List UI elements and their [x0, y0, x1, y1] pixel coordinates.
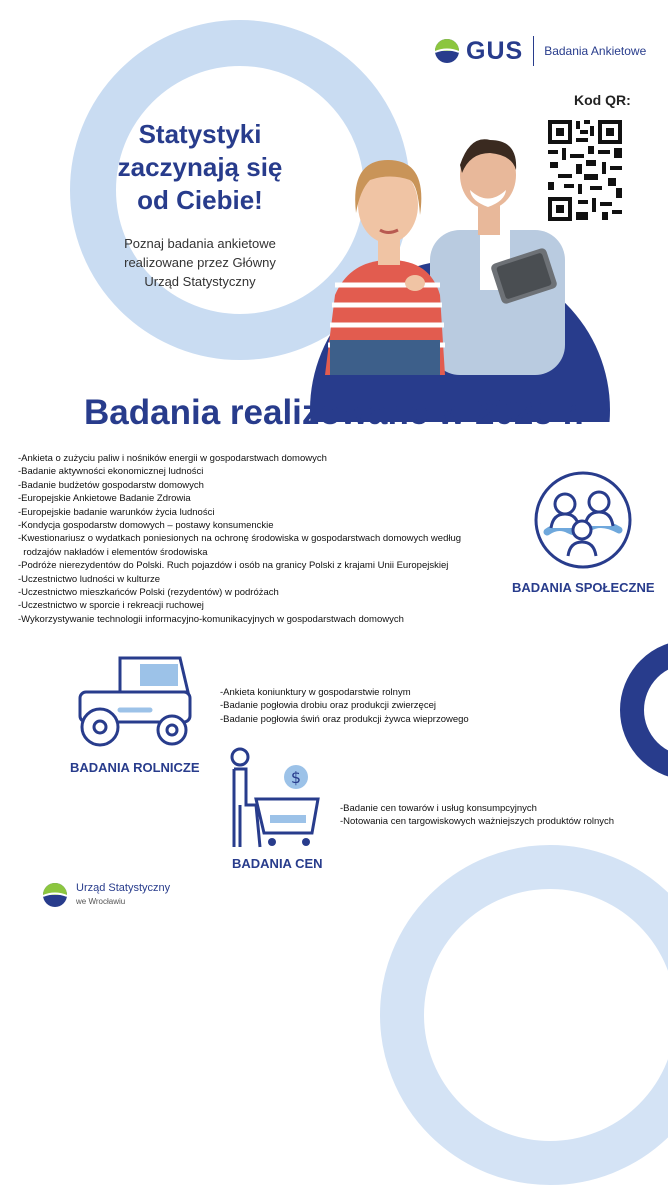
- list-item: -Badanie pogłowia drobiu oraz produkcji zwierzęcej: [220, 700, 436, 712]
- hero-subtitle-line: realizowane przez Główny: [124, 255, 276, 270]
- office-city: we Wrocławiu: [76, 897, 126, 906]
- office-logo: [42, 880, 170, 910]
- list-item: -Badanie cen towarów i usług konsumpcyjnych: [340, 803, 537, 814]
- list-item: -Podróże nierezydentów do Polski. Ruch pojazdów i osób na granicy Polski z krajami Unii Europejskiej: [18, 560, 449, 572]
- list-item: -Kwestionariusz o wydatkach poniesionych na ochronę środowiska w gospodarstwach domowych według: [18, 533, 462, 545]
- price-studies-list: [340, 802, 614, 829]
- social-studies-label: BADANIA SPOŁECZNE: [512, 580, 655, 595]
- list-item: -Uczestnictwo mieszkańców Polski (rezydentów) w podróżach: [18, 587, 279, 599]
- list-item: -Ankieta koniunktury w gospodarstwie rolnym: [220, 687, 411, 698]
- qr-label: Kod QR:: [574, 92, 631, 108]
- list-item: -Uczestnictwo w sporcie i rekreacji ruchowej: [18, 600, 204, 612]
- social-studies-list: [18, 452, 518, 626]
- main-title: Badania realizowane w 2025 r.: [84, 393, 584, 432]
- hero-subtitle-line: Poznaj badania ankietowe: [124, 236, 276, 251]
- list-item: -Uczestnictwo ludności w kulturze: [18, 573, 161, 585]
- tractor-icon: [70, 652, 200, 752]
- hero-subtitle: [95, 234, 305, 291]
- hero-title-line: od Ciebie!: [137, 185, 263, 215]
- office-name: Urząd Statystyczny: [76, 882, 171, 894]
- farm-studies-list: [220, 686, 469, 726]
- list-item: -Europejskie Ankietowe Badanie Zdrowia: [18, 493, 191, 505]
- gus-logo-subtitle: Badania Ankietowe: [544, 44, 647, 58]
- list-item: -Badanie pogłowia świń oraz produkcji żywca wieprzowego: [220, 713, 469, 725]
- gus-logo: [434, 36, 646, 66]
- man-figure: [430, 139, 565, 375]
- price-studies-label: BADANIA CEN: [232, 856, 323, 871]
- list-item: -Badanie budżetów gospodarstw domowych: [18, 479, 204, 491]
- decorative-ring-right: [620, 640, 668, 780]
- list-item: -Wykorzystywanie technologii informacyjno-komunikacyjnych w gospodarstwach domowych: [18, 613, 404, 625]
- people-group-icon: [533, 470, 633, 570]
- list-item: -Europejskie badanie warunków życia ludności: [18, 506, 215, 518]
- hero-title: [95, 118, 305, 217]
- list-item: -Badanie aktywności ekonomicznej ludności: [18, 466, 204, 478]
- shopping-cart-icon: [226, 745, 326, 850]
- list-item: -Notowania cen targowiskowych ważniejszych produktów rolnych: [340, 816, 615, 828]
- hero-title-line: zaczynają się: [117, 152, 283, 182]
- hero-subtitle-line: Urząd Statystyczny: [144, 274, 256, 289]
- list-item: -Kondycja gospodarstw domowych – postawy konsumenckie: [18, 520, 274, 532]
- farm-studies-label: BADANIA ROLNICZE: [70, 760, 200, 775]
- list-item: rodzajów nakładów i elementów środowiska: [18, 546, 208, 558]
- decorative-ring-bottom: [380, 845, 668, 1185]
- gus-logo-icon: [434, 36, 460, 66]
- logo-separator: [533, 36, 534, 66]
- qr-code[interactable]: [546, 118, 624, 223]
- office-logo-icon: [42, 880, 68, 910]
- svg-text:$: $: [290, 768, 302, 787]
- list-item: -Ankieta o zużyciu paliw i nośników energii w gospodarstwach domowych: [18, 453, 327, 464]
- gus-logo-text: GUS: [466, 36, 524, 65]
- woman-figure: [325, 160, 445, 375]
- hero-title-line: Statystyki: [138, 119, 262, 149]
